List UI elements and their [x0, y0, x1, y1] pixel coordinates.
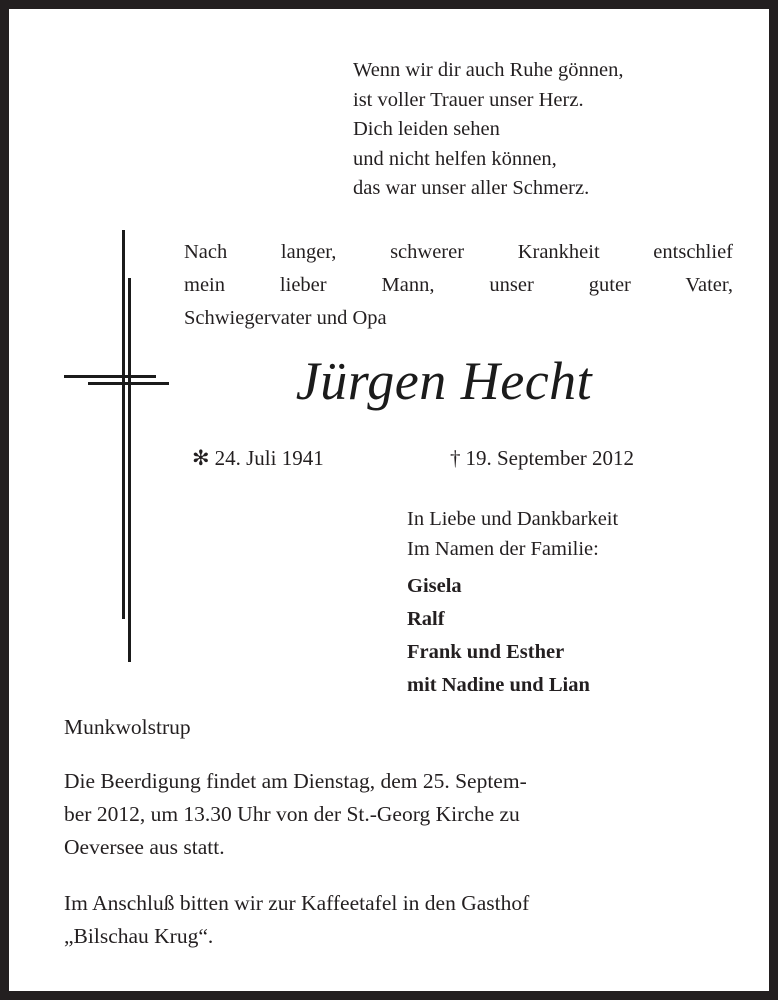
reception-details: [64, 887, 736, 953]
intro-line-2: mein lieber Mann, unser guter Vater,: [184, 274, 733, 296]
funeral-line-2: ber 2012, um 13.30 Uhr von der St.-Georg Kirche zu: [64, 802, 520, 826]
death-cross-icon: †: [450, 446, 461, 470]
birth-date-value: 24. Juli 1941: [214, 446, 324, 470]
memorial-verse: [353, 56, 743, 204]
funeral-details: [64, 765, 736, 864]
funeral-line-3: Oeversee aus statt.: [64, 835, 225, 859]
family-name-3: Frank und Esther: [407, 641, 565, 663]
reception-line-1: Im Anschluß bitten wir zur Kaffeetafel in den Gasthof: [64, 891, 530, 915]
verse-line-2: ist voller Trauer unser Herz.: [353, 88, 584, 111]
family-name-1: Gisela: [407, 575, 462, 597]
reception-line-2: „Bilschau Krug“.: [64, 924, 214, 948]
funeral-line-1: Die Beerdigung findet am Dienstag, dem 25. Septem-: [64, 769, 527, 793]
place-name: Munkwolstrup: [64, 715, 191, 739]
dedication-line-2: Im Namen der Familie:: [407, 538, 599, 560]
family-name-4: mit Nadine und Lian: [407, 674, 590, 696]
dedication-line-1: In Liebe und Dankbarkeit: [407, 508, 619, 530]
verse-line-5: das war unser aller Schmerz.: [353, 177, 590, 199]
deceased-name: Jürgen Hecht: [295, 351, 593, 411]
family-name-2: Ralf: [407, 608, 445, 630]
verse-line-1: Wenn wir dir auch Ruhe gönnen,: [353, 59, 624, 81]
cross-vertical-stroke-right: [128, 278, 131, 662]
death-date-value: 19. September 2012: [465, 446, 635, 470]
death-date-group: [450, 443, 737, 473]
verse-line-3: Dich leiden sehen: [353, 118, 500, 140]
announcement-intro: [184, 236, 733, 335]
obituary-notice-page: [9, 9, 769, 991]
family-dedication: [407, 504, 747, 702]
birth-date-group: [192, 443, 450, 473]
verse-line-4: und nicht helfen können,: [353, 147, 557, 170]
life-dates: [192, 443, 737, 473]
cross-vertical-stroke-left: [122, 230, 125, 619]
birth-star-icon: ✻: [192, 446, 210, 470]
intro-line-1: Nach langer, schwerer Krankheit entschlief: [184, 241, 733, 263]
intro-line-3: Schwiegervater und Opa: [184, 307, 387, 329]
